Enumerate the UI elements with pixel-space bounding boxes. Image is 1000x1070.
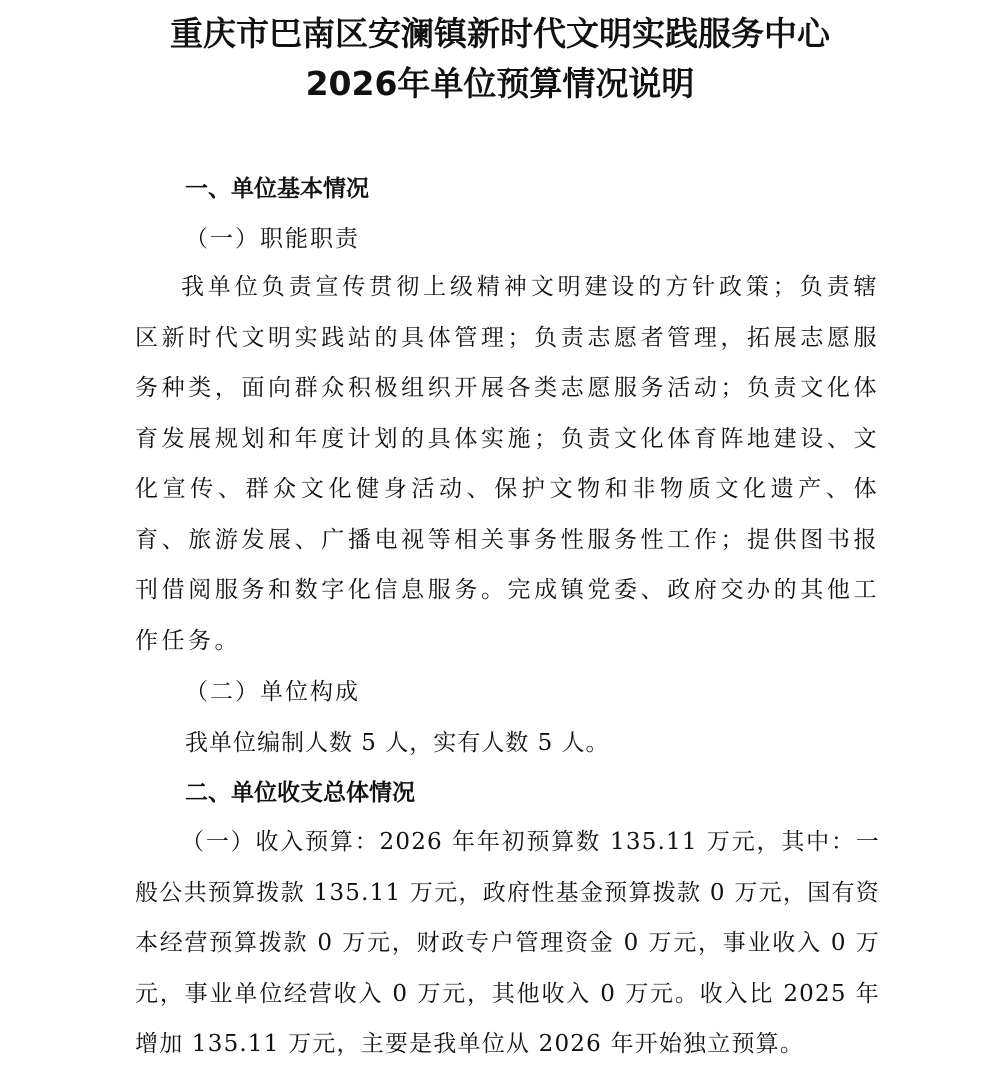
section2-sub1-paragraph: （一）收入预算：2026 年年初预算数 135.11 万元，其中：一般公共预算拨款 135.11 万元，政府性基金预算拨款 0 万元，国有资本经营预算拨款 0 万元，财政专户管理资金 0 万元，事业收入 0 万元，事业单位经营收入 0 万元，其他收入 0 万元。收入比 2025 年增加 135.11 万元，主要是我单位从 2026 年开始独立预算。 [135,829,880,1057]
section1-sub2-paragraph: 我单位编制人数 5 人，实有人数 5 人。 [185,730,610,756]
section1-sub1-heading: （一）职能职责 [185,226,360,252]
section1-heading: 一、单位基本情况 [185,176,369,202]
document-title-line1: 重庆市巴南区安澜镇新时代文明实践服务中心 [170,14,830,53]
document-title-line2: 2026年单位预算情况说明 [305,64,695,103]
section1-sub2-heading: （二）单位构成 [185,679,360,705]
section1-sub1-paragraph: 我单位负责宣传贯彻上级精神文明建设的方针政策；负责辖区新时代文明实践站的具体管理；负责志愿者管理，拓展志愿服务种类，面向群众积极组织开展各类志愿服务活动；负责文化体育发展规划和年度计划的具体实施；负责文化体育阵地建设、文化宣传、群众文化健身活动、保护文物和非物质文化遗产、体育、旅游发展、广播电视等相关事务性服务性工作；提供图书报刊借阅服务和数字化信息服务。完成镇党委、政府交办的其他工作任务。 [135,274,880,654]
section2-heading: 二、单位收支总体情况 [185,780,415,806]
